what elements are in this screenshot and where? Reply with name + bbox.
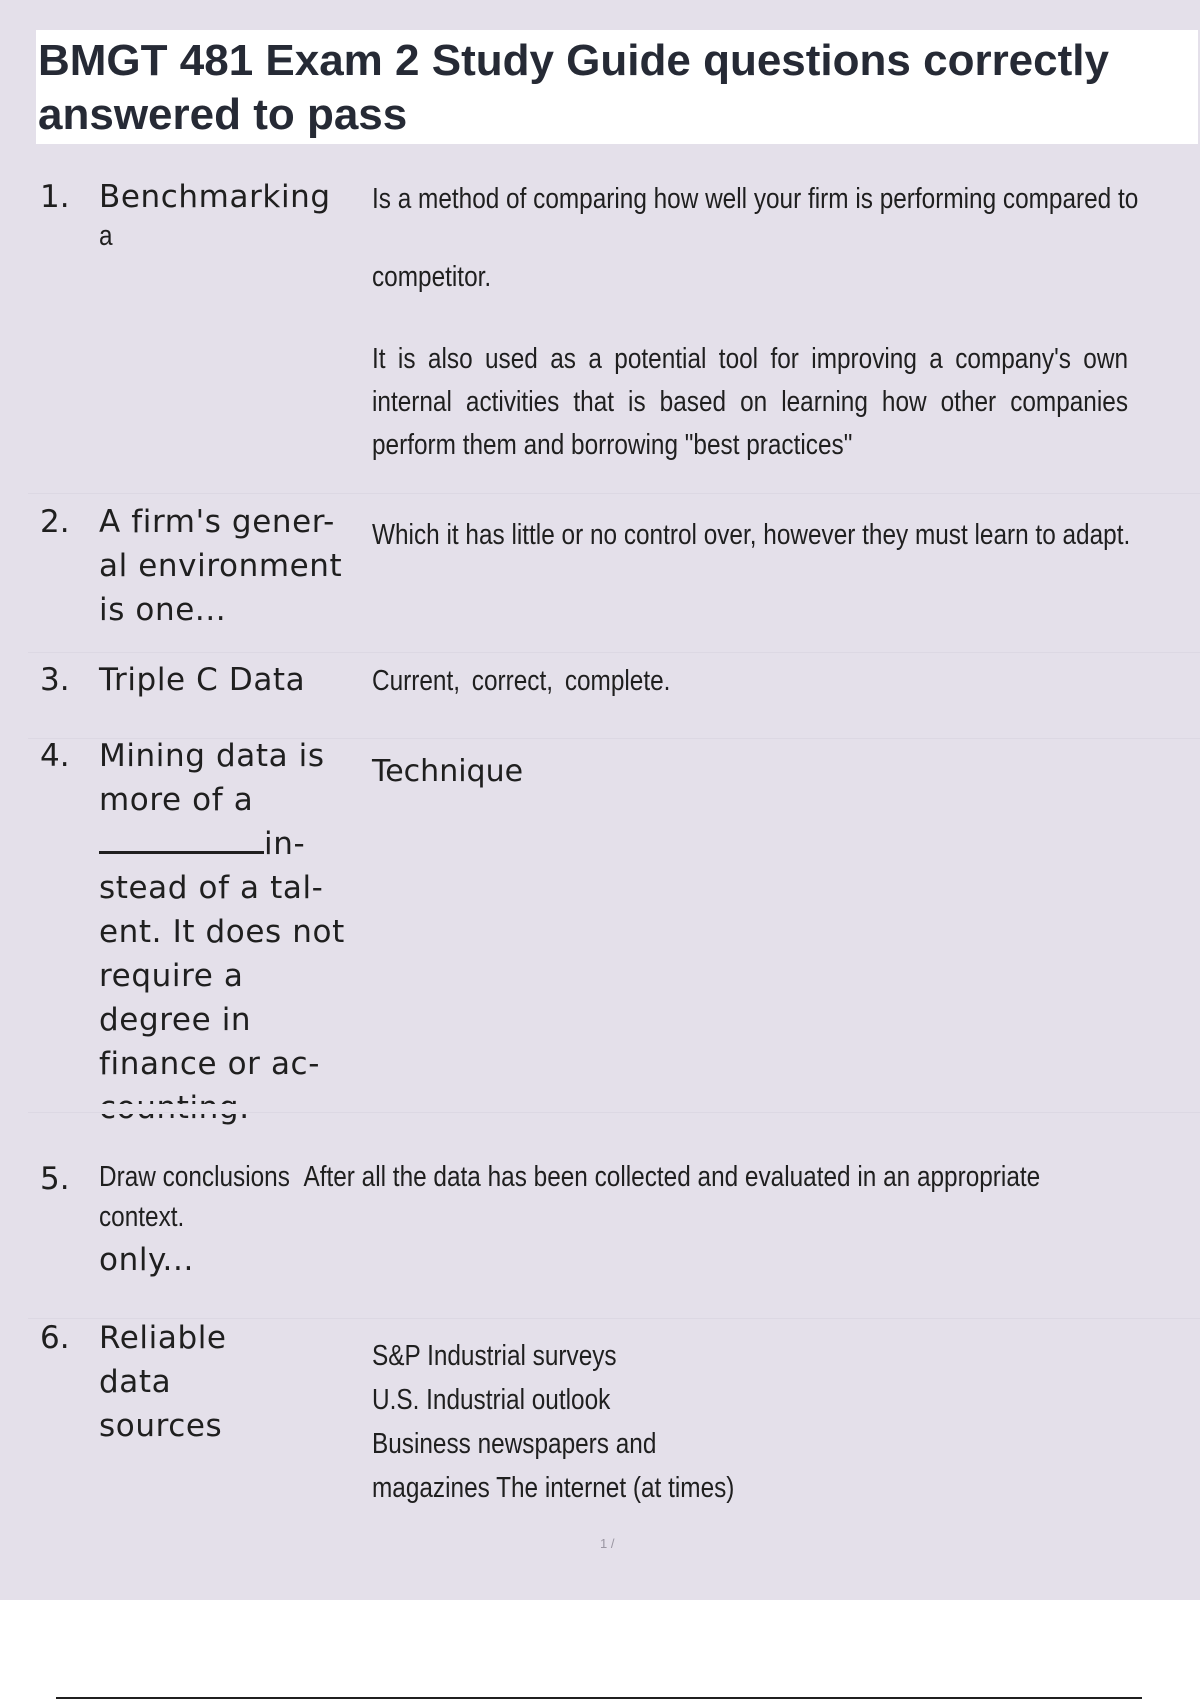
item-number: 4. <box>40 738 70 774</box>
divider <box>28 493 1200 494</box>
item-answer: Technique <box>372 754 524 789</box>
item-answer-continued: context. <box>99 1201 185 1233</box>
item-term <box>99 734 364 1130</box>
item-number: 6. <box>40 1320 70 1356</box>
document-title: BMGT 481 Exam 2 Study Guide questions correctly answered to pass <box>38 36 1109 139</box>
item-term-text: in- stead of a tal- ent. It does not require a degree in finance or ac- <box>99 826 345 1082</box>
item-answer-line: magazines The internet (at times) <box>372 1472 735 1504</box>
item-term-text: Mining data is more of a <box>99 738 325 818</box>
item-term: A firm's gener- al environment is one... <box>99 504 343 628</box>
item-answer-list <box>372 1334 1128 1510</box>
item-answer: After all the data has been collected and evaluated in an appropriate <box>303 1161 1041 1193</box>
fill-in-blank <box>99 827 264 854</box>
item-number: 1. <box>40 179 70 215</box>
item-answer <box>372 258 1128 296</box>
item-term: Draw conclusions <box>99 1161 290 1193</box>
item-answer: Current, correct, complete. <box>372 665 671 697</box>
item-term-and-answer <box>99 1158 1191 1196</box>
item-term: Triple C Data <box>99 662 306 698</box>
item-answer-line: It is also used as a potential tool for improving a company's own internal activities that is based on learning how other companies perform them and borrowing "best practices" <box>372 343 1128 461</box>
item-term: Reliable data sources <box>99 1320 227 1444</box>
item-answer-paragraph <box>372 338 1128 467</box>
footer-rule <box>56 1697 1142 1699</box>
divider <box>28 652 1200 653</box>
item-answer-line: Business newspapers and <box>372 1428 657 1460</box>
item-term: Benchmarking <box>99 179 331 215</box>
page-number: 1 / <box>600 1536 615 1551</box>
item-number: 5. <box>40 1161 70 1197</box>
item-term-tail: only... <box>99 1242 194 1278</box>
item-answer-line: U.S. Industrial outlook <box>372 1384 611 1416</box>
item-answer-line: S&P Industrial surveys <box>372 1340 617 1372</box>
item-answer-line: competitor. <box>372 261 492 293</box>
item-answer: Which it has little or no control over, however they must learn to adapt. <box>372 519 1131 551</box>
title-box <box>36 30 1198 144</box>
item-answer <box>372 180 1139 218</box>
divider <box>28 1112 1200 1113</box>
item-term-extra: a <box>99 220 113 252</box>
item-number: 2. <box>40 504 70 540</box>
item-answer-line: Is a method of comparing how well your firm is performing compared to <box>372 183 1139 215</box>
item-number: 3. <box>40 662 70 698</box>
